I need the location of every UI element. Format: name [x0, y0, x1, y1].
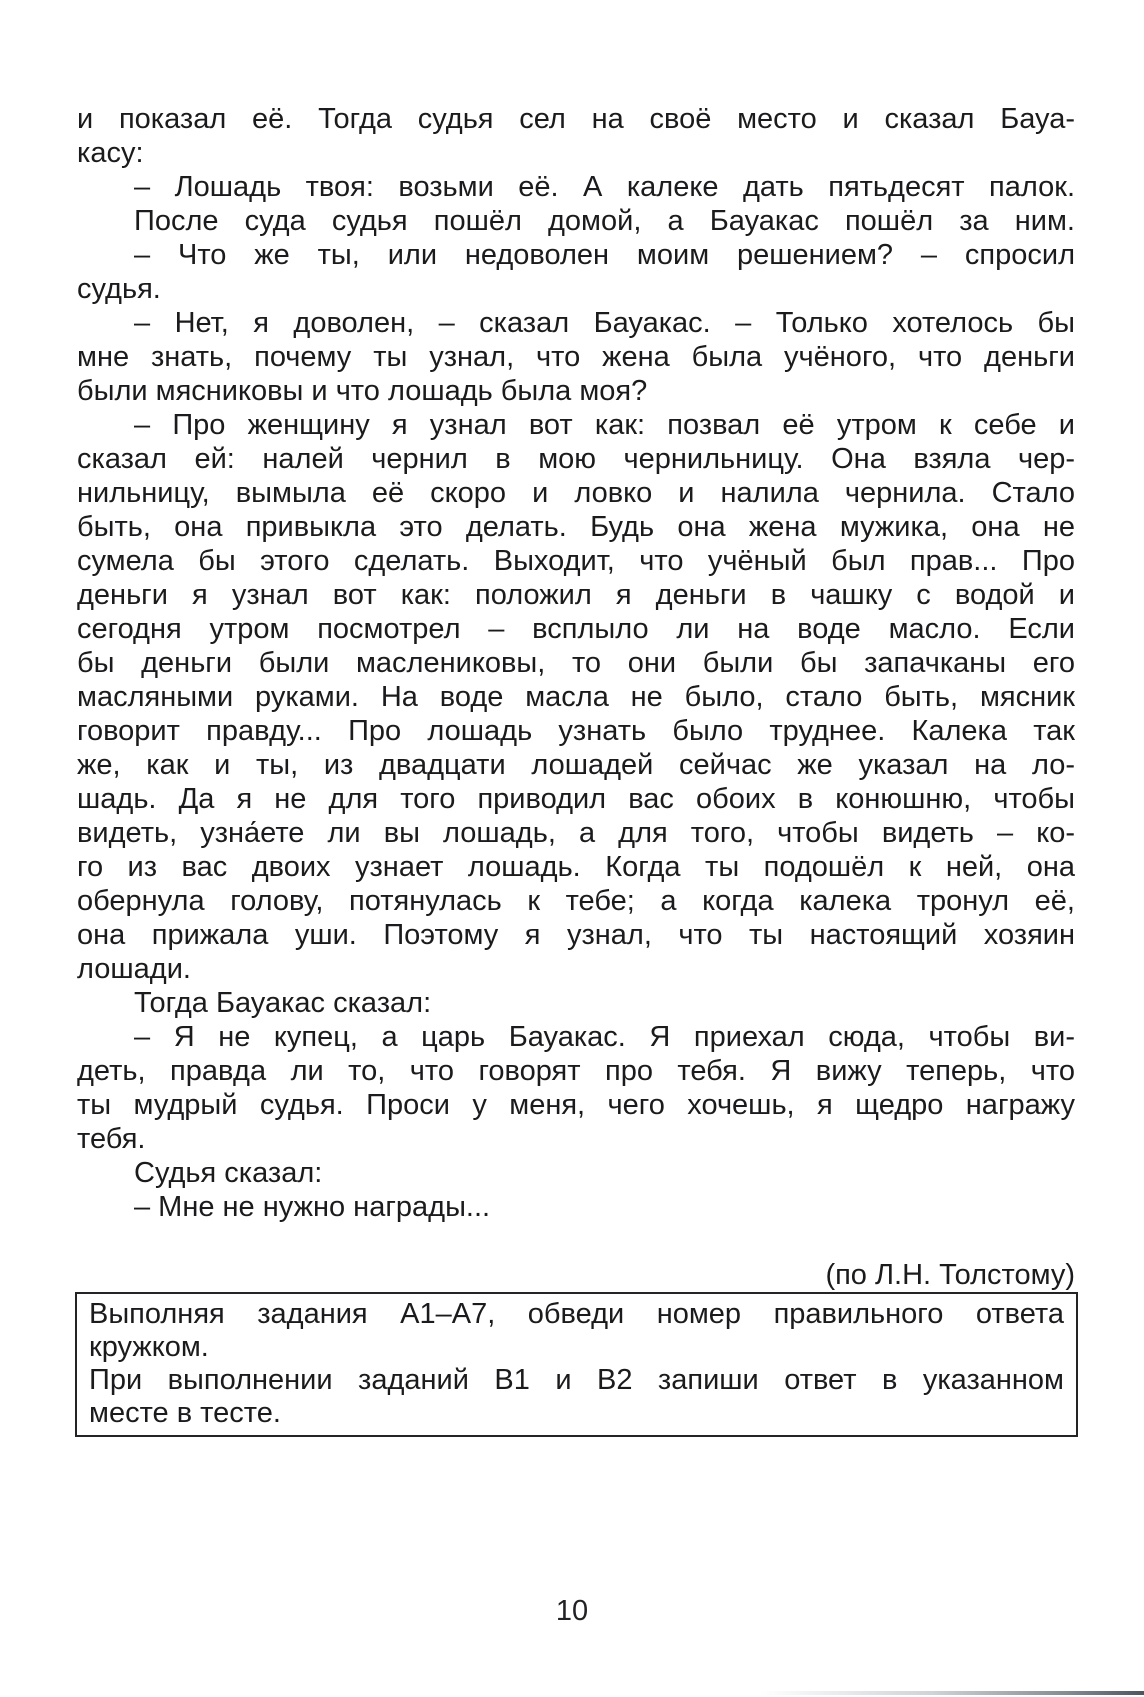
- story-line: мне знать, почему ты узнал, что жена была учёного, что деньги: [77, 341, 1075, 373]
- story-line: масляными руками. На воде масла не было, стало быть, мясник: [77, 681, 1075, 713]
- story-line: – Что же ты, или недоволен моим решением? – спросил: [134, 239, 1075, 271]
- story-line: судья.: [77, 273, 161, 305]
- story-line: сумела бы этого сделать. Выходит, что учёный был прав... Про: [77, 545, 1075, 577]
- story-line: же, как и ты, из двадцати лошадей сейчас же указал на ло-: [77, 749, 1075, 781]
- story-line: обернула голову, потянулась к тебе; а когда калека тронул её,: [77, 885, 1075, 917]
- instruction-line: кружком.: [89, 1331, 209, 1363]
- story-line: нильницу, вымыла её скоро и ловко и налила чернила. Стало: [77, 477, 1075, 509]
- story-line: были мясниковы и что лошадь была моя?: [77, 375, 648, 407]
- story-line: лошади.: [77, 953, 191, 985]
- story-line: касу:: [77, 137, 144, 169]
- story-line: – Про женщину я узнал вот как: позвал её утром к себе и: [134, 409, 1075, 441]
- instruction-box: [75, 1292, 1078, 1437]
- story-line: деньги я узнал вот как: положил я деньги в чашку с водой и: [77, 579, 1075, 611]
- story-line: шадь. Да я не для того приводил вас обоих в конюшню, чтобы: [77, 783, 1075, 815]
- story-lines: [77, 102, 1075, 1224]
- story-line: видеть, узна́ете ли вы лошадь, а для того, чтобы видеть – ко-: [77, 817, 1075, 849]
- story-text-block: [77, 102, 1075, 1292]
- story-line: деть, правда ли то, что говорят про тебя. Я вижу теперь, что: [77, 1055, 1075, 1087]
- story-line: быть, она привыкла это делать. Будь она жена мужика, она не: [77, 511, 1075, 543]
- story-line: го из вас двоих узнает лошадь. Когда ты подошёл к ней, она: [77, 851, 1075, 883]
- story-line: Судья сказал:: [134, 1157, 323, 1189]
- story-line: Тогда Бауакас сказал:: [134, 987, 432, 1019]
- instruction-line: Выполняя задания А1–А7, обведи номер правильного ответа: [89, 1298, 1064, 1330]
- story-line: – Мне не нужно награды...: [134, 1191, 491, 1223]
- story-line: тебя.: [77, 1123, 146, 1155]
- instruction-line: месте в тесте.: [89, 1397, 281, 1429]
- instruction-line: При выполнении заданий В1 и В2 запиши ответ в указанном: [89, 1364, 1064, 1396]
- story-line: – Лошадь твоя: возьми её. А калеке дать пятьдесят палок.: [134, 171, 1075, 203]
- scan-artifact-line: [760, 1691, 1144, 1695]
- story-line: говорит правду... Про лошадь узнать было труднее. Калека так: [77, 715, 1075, 747]
- story-line: сегодня утром посмотрел – всплыло ли на воде масло. Если: [77, 613, 1075, 645]
- story-line: сказал ей: налей чернил в мою чернильницу. Она взяла чер-: [77, 443, 1075, 475]
- story-line: – Я не купец, а царь Бауакас. Я приехал сюда, чтобы ви-: [134, 1021, 1075, 1053]
- story-line: она прижала уши. Поэтому я узнал, что ты настоящий хозяин: [77, 919, 1075, 951]
- story-line: После суда судья пошёл домой, а Бауакас пошёл за ним.: [134, 205, 1075, 237]
- story-line: ты мудрый судья. Проси у меня, чего хочешь, я щедро награжу: [77, 1089, 1075, 1121]
- story-line: – Нет, я доволен, – сказал Бауакас. – Только хотелось бы: [134, 307, 1075, 339]
- story-line: бы деньги были маслениковы, то они были бы запачканы его: [77, 647, 1075, 679]
- page-number: 10: [555, 1595, 589, 1627]
- story-attribution: (по Л.Н. Толстому): [825, 1259, 1075, 1291]
- story-line: и показал её. Тогда судья сел на своё место и сказал Бауа-: [77, 103, 1075, 135]
